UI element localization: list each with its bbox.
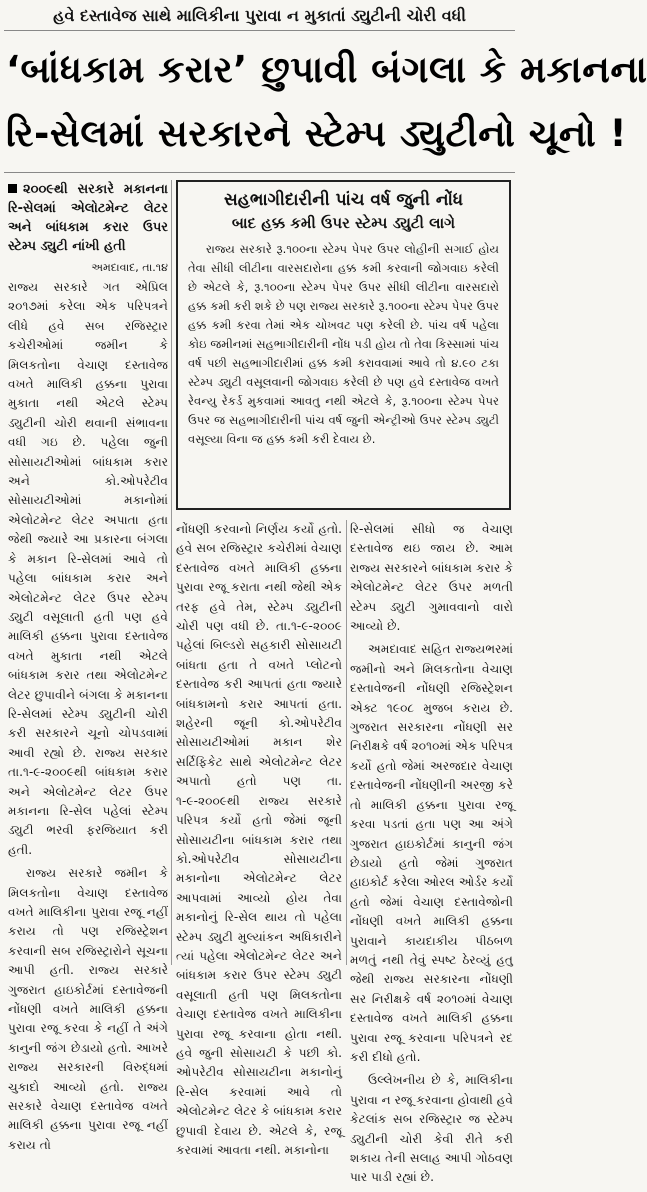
sidebar-box-subtitle: બાદ હક્ક કમી ઉપર સ્ટેમ્પ ડ્યુટી લાગે — [231, 214, 456, 232]
sidebar-box — [176, 180, 511, 510]
paragraph: રિ-સેલમાં સીધો જ વેચાણ દસ્તાવેજ થઇ જાય છે. આમ રાજ્ય સરકારને બાંધકામ કરાર કે એલોટમેન્ટ લેટર ઉપર મળતી સ્ટેમ્પ ડ્યુટી ગુમાવવાનો વારો આવ્યો છે. — [350, 522, 513, 634]
paragraph: ઉલ્લેખનીય છે કે, માલિકીના પુરાવા ન રજૂ કરવાના હોવાથી હવે કેટલાંક સબ રજિસ્ટ્રાર જ સ્ટેમ્પ ડ્યુટીની ચોરી કેવી રીતે કરી શકાય તેની સલાહ આપી ગોઠવણ પાર પાડી રહ્યાં છે. — [350, 1073, 513, 1185]
kicker-line: હવે દસ્તાવેજ સાથે માલિકીના પુરાવા ન મુકાતાં ડ્યુટીની ચોરી વધી — [53, 6, 466, 25]
sidebar-box-title: સહભાગીદારીની પાંચ વર્ષ જુની નોંધ — [223, 190, 464, 210]
paragraph: નોંધણી કરવાનો નિર્ણય કર્યો હતો. હવે સબ રજિસ્ટ્રાર કચેરીમાં વેચાણ દસ્તાવેજ વખતે માલિકી હક્કના પુરાવા રજૂ કરાતા નથી જેથી એક તરફ હવે તેમ, સ્ટેમ્પ ડ્યુટીની ચોરી પણ વધી છે. તા.૧-૯-૨૦૦૯ પહેલાં બિલ્ડરો સહકારી સોસાયટી બાંધતા હતા તે વખતે પ્લોટનો દસ્તાવેજ કરી આપતાં હતા જ્યારે બાંધકામનો કરાર આપતાં હતા. શહેરની જૂની કો.ઓપરેટીવ સોસાયટીઓમાં મકાન શેર સર્ટિફિકેટ સાથે એલોટમેન્ટ લેટર અપાતો હતો પણ તા. ૧-૯-૨૦૦૯થી રાજ્ય સરકારે પરિપત્ર કર્યો હતો જેમાં જૂની સોસાયટીના બાંધકામ કરાર તથા કો.ઓપરેટીવ સોસાયટીના મકાનોના એલોટમેન્ટ લેટર આપવામાં આવ્યો હોય તેવા મકાનોનું રિ-સેલ થાય તો પહેલા સ્ટેમ્પ ડ્યુટી મુલ્યાંકન અધિકારીને ત્યાં પહેલા એલોટમેન્ટ લેટર અને બાંધકામ કરાર ઉપર સ્ટેમ્પ ડ્યુટી વસૂલાતી હતી પણ મિલકતોના વેચાણ દસ્તાવેજ વખતે માલિકીના પુરાવા રજૂ કરવાના હોતા નથી. હવે જુની સોસાયટી કે પછી કો. ઓપરેટીવ સોસાયટીના મકાનોનું રિ-સેલ કરવામાં આવે તો એલોટમેન્ટ લેટર કે બાંધકામ કરાર છુપાવી દેવાય છે. એટલે કે, રજૂ કરવામાં આવતા નથી. મકાનોના — [176, 522, 342, 1157]
paragraph: અમદાવાદ સહિત રાજ્યભરમાં જમીનો અને મિલકતોના વેચાણ દસ્તાવેજની નોંધણી રજિસ્ટ્રેશન એક્ટ ૧૯૦૮ મુજબ કરાય છે. ગુજરાત સરકારના નોંધણી સર નિરીક્ષકે વર્ષ ૨૦૧૦માં એક પરિપત્ર કર્યો હતો જેમાં અરજદાર વેચાણ દસ્તાવેજની નોંધણીની અરજી કરે તો માલિકી હક્કના પુરાવા રજૂ કરવા પડતાં હતા પણ આ અંગે ગુજરાત હાઇકોર્ટમાં કાનુની જંગ છેડાયો હતો જેમાં ગુજરાત હાઇકોર્ટ કરેલા ઓરલ ઓર્ડર કર્યો હતો જેમાં વેચાણ દસ્તાવેજોની નોંધણી વખતે માલિકી હક્કના પુરાવાને કાયદાકીય પીઠબળ મળતું નથી તેવું સ્પષ્ટ ઠેરવ્યું હતુ જેથી રાજ્ય સરકારના નોંધણી સર નિરીક્ષકે વર્ષ ૨૦૧૦માં વેચાણ દસ્તાવેજ વખતે માલિકી હક્કના પુરાવા રજૂ કરવાના પરિપત્રને રદ કરી દીધો હતો. — [350, 642, 513, 1064]
dateline: અમદાવાદ, તા.૧૪ — [91, 261, 168, 274]
article-column-2 — [176, 520, 342, 1164]
paragraph: રાજ્ય સરકારે જમીન કે મિલકતોના વેચાણ દસ્તાવેજ વખતે માલિકીના પુરાવા રજૂ નહીં કરાય તો પણ રજિસ્ટ્રેશન કરવાની સબ રજિસ્ટ્રારોને સૂચના આપી હતી. રાજ્ય સરકારે ગુજરાત હાઇકોર્ટમાં દસ્તાવેજની નોંધણી વખતે માલિકી હક્કના પુરાવા રજૂ કરવા કે નહીં તે અંગે કાનુની જંગ છેડાયો હતો. આખરે રાજ્ય સરકારની વિરુદ્ધમાં ચુકાદો આવ્યો હતો. રાજ્ય સરકારે વેચાણ દસ્તાવેજ વખતે માલિકી હક્કના પુરાવા રજૂ નહીં કરાય તો — [8, 866, 168, 1152]
summary-bullet-text: ૨૦૦૯થી સરકારે મકાનના રિ-સેલમાં એલોટમેન્ટ લેટર અને બાંધકામ કરાર ઉપર સ્ટેમ્પ ડ્યુટી નાંખી હતી — [8, 182, 168, 254]
column-divider — [346, 520, 347, 965]
column-divider — [171, 180, 172, 965]
article-column-1 — [8, 180, 168, 1159]
sidebar-box-text: રાજ્ય સરકારે રૂ.૧૦૦ના સ્ટેમ્પ પેપર ઉપર લોહીની સગાઈ હોય તેવા સીધી લીટીના વારસદારોના હક્ક કમી કરવાની જોગવાઇ કરેલી છે એટલે કે, રૂ.૧૦૦ના સ્ટેમ્પ પેપર ઉપર સીધી લીટીના વારસદારો હક્ક કમી કરી શકે છે પણ રાજ્ય સરકારે રૂ.૧૦૦ના સ્ટેમ્પ પેપર ઉપર હક્ક કમી કરવા તેમાં એક ચોખવટ પણ કરેલી છે. પાંચ વર્ષ પહેલા કોઇ જમીનમાં સહભાગીદારીની નોંધ પડી હોય તો તેવા કિસ્સામાં પાંચ વર્ષ પછી સહભાગીદારીમાં હક્ક કમી કરાવવામાં આવે તો ૪.૯૦ ટકા સ્ટેમ્પ ડ્યુટી વસૂલવાની જોગવાઇ કરેલી છે પણ હવે દસ્તાવેજ વખતે રેવન્યુ રેકર્ડ મુકવામાં આવતુ નથી એટલે કે, રૂ.૧૦૦ના સ્ટેમ્પ પેપર ઉપર જ સહભાગીદારીની પાંચ વર્ષ જુની એન્ટ્રીઓ ઉપર સ્ટેમ્પ ડ્યુટી વસૂલ્યા વિના જ હક્ક કમી કરી દેવાય છે. — [188, 242, 500, 446]
article-column-3 — [350, 520, 513, 1192]
bullet-square-icon — [8, 184, 17, 193]
divider — [4, 172, 515, 173]
summary-bullet — [8, 180, 168, 256]
headline-line-2: રિ-સેલમાં સરકારને સ્ટેમ્પ ડ્યુટીનો ચૂનો ! — [6, 112, 627, 155]
divider — [4, 30, 515, 31]
headline-line-1: ‘બાંધકામ કરાર’ છુપાવી બંગલા કે મકાનના — [6, 48, 647, 91]
paragraph: રાજ્ય સરકારે ગત એપ્રિલ ૨૦૧૭માં કરેલા એક પરિપત્રને લીધે હવે સબ રજિસ્ટ્રાર કચેરીઓમાં જમીન કે મિલકતોના વેચાણ દસ્તાવેજ વખતે માલિકી હક્કના પુરાવા મુકાતા નથી એટલે સ્ટેમ્પ ડ્યુટીની ચોરી થવાની સંભાવના વધી ગઇ છે. પહેલા જુની સોસાયટીઓમાં બાંધકામ કરાર અને કો.ઓપરેટીવ સોસાયટીઓમાં મકાનોમાં એલોટમેન્ટ લેટર અપાતા હતા જેથી જ્યારે આ પ્રકારના બંગલા કે મકાન રિ-સેલમાં આવે તો પહેલા બાંધકામ કરાર અને એલોટમેન્ટ લેટર ઉપર સ્ટેમ્પ ડ્યુટી વસૂલાતી હતી પણ હવે માલિકી હક્કના પુરાવા દસ્તાવેજ વખતે મુકાતા નથી એટલે બાંધકામ કરાર તથા એલોટમેન્ટ લેટર છુપાવીને બંગલા કે મકાનના રિ-સેલમાં સ્ટેમ્પ ડ્યુટીની ચોરી કરી સરકારને ચૂનો ચોપડવામાં આવી રહ્યો છે. રાજ્ય સરકાર તા.૧-૯-૨૦૦૯થી બાંધકામ કરાર અને એલોટમેન્ટ લેટર ઉપર મકાનના રિ-સેલ પહેલાં સ્ટેમ્પ ડ્યુટી ભરવી ફરજિયાત કરી હતી. — [8, 280, 168, 857]
